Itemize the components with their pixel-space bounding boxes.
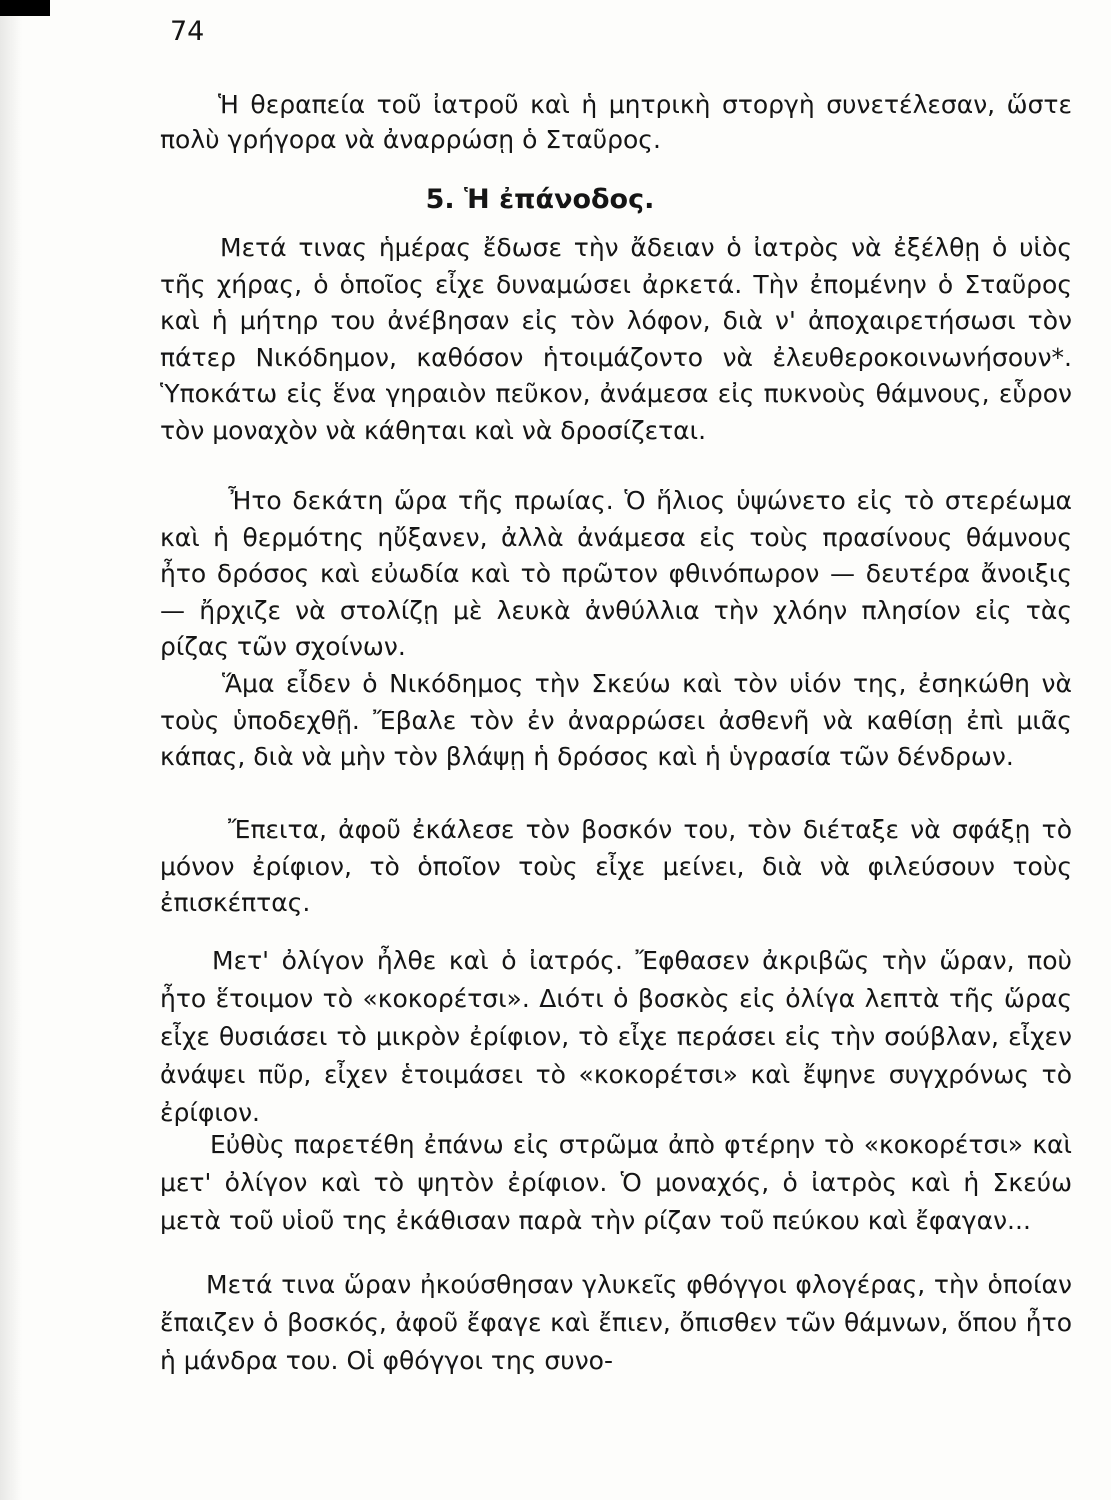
paragraph-5: Ἔπειτα, ἀφοῦ ἐκάλεσε τὸν βοσκόν του, τὸν διέταξε νὰ σφάξῃ τὸ μόνον ἐρίφιον, τὸ ὁποῖον τοὺς εἶχε μείνει, διὰ νὰ φιλεύσουν τοὺς ἐπισκέπτας.: [160, 815, 1072, 917]
paragraph-7: Εὐθὺς παρετέθη ἐπάνω εἰς στρῶμα ἀπὸ φτέρην τὸ «κοκορέτσι» καὶ μετ' ὀλίγον καὶ τὸ ψητὸν ἐρίφιον. Ὁ μοναχός, ὁ ἰατρὸς καὶ ἡ Σκεύω μετὰ τοῦ υἱοῦ της ἐκάθισαν παρὰ τὴν ρίζαν τοῦ πεύκου καὶ ἔφαγαν...: [160, 1130, 1072, 1235]
paragraph-6: Μετ' ὀλίγον ἦλθε καὶ ὁ ἰατρός. Ἔφθασεν ἀκριβῶς τὴν ὥραν, ποὺ ἦτο ἕτοιμον τὸ «κοκορέτσι». Διότι ὁ βοσκὸς εἰς ὀλίγα λεπτὰ τῆς ὥρας εἶχε θυσιάσει τὸ μικρὸν ἐρίφιον, τὸ εἶχε περάσει εἰς τὴν σούβλαν, εἶχεν ἀνάψει πῦρ, εἶχεν ἑτοιμάσει τὸ «κοκορέτσι» καὶ ἔψηνε συγχρόνως τὸ ἐρίφιον.: [160, 946, 1072, 1127]
section-heading: 5. Ἡ ἐπάνοδος.: [425, 184, 655, 215]
page-number: 74: [170, 16, 205, 47]
paragraph-8: Μετά τινα ὥραν ἠκούσθησαν γλυκεῖς φθόγγοι φλογέρας, τὴν ὁποίαν ἔπαιζεν ὁ βοσκός, ἀφοῦ ἔφαγε καὶ ἔπιεν, ὄπισθεν τῶν θάμνων, ὅπου ἦτο ἡ μάνδρα του. Οἱ φθόγγοι της συνο-: [160, 1270, 1072, 1375]
paragraph-4: Ἅμα εἶδεν ὁ Νικόδημος τὴν Σκεύω καὶ τὸν υἱόν της, ἐσηκώθη νὰ τοὺς ὑποδεχθῇ. Ἔβαλε τὸν ἐν ἀναρρώσει ἀσθενῆ νὰ καθίσῃ ἐπὶ μιᾶς κάπας, διὰ νὰ μὴν τὸν βλάψῃ ἡ δρόσος καὶ ἡ ὑγρασία τῶν δένδρων.: [160, 669, 1072, 771]
paragraph-2: Μετά τινας ἡμέρας ἔδωσε τὴν ἄδειαν ὁ ἰατρὸς νὰ ἐξέλθῃ ὁ υἱὸς τῆς χήρας, ὁ ὁποῖος εἶχε δυναμώσει ἀρκετά. Τὴν ἐπομένην ὁ Σταῦρος καὶ ἡ μήτηρ του ἀνέβησαν εἰς τὸν λόφον, διὰ ν' ἀποχαιρετήσωσι τὸν πάτερ Νικόδημον, καθόσον ἡτοιμάζοντο νὰ ἐλευθεροκοινωνήσουν*. Ὑποκάτω εἰς ἕνα γηραιὸν πεῦκον, ἀνάμεσα εἰς πυκνοὺς θάμνους, εὗρον τὸν μοναχὸν νὰ κάθηται καὶ νὰ δροσίζεται.: [160, 233, 1072, 445]
corner-mark: [0, 0, 50, 16]
paragraph-3: Ἦτο δεκάτη ὥρα τῆς πρωίας. Ὁ ἥλιος ὑψώνετο εἰς τὸ στερέωμα καὶ ἡ θερμότης ηὔξανεν, ἀλλὰ ἀνάμεσα εἰς τοὺς πρασίνους θάμνους ἦτο δρόσος καὶ εὐωδία καὶ τὸ πρῶτον φθινόπωρον — δευτέρα ἄνοιξις — ἤρχιζε νὰ στολίζῃ μὲ λευκὰ ἀνθύλλια τὴν χλόην πλησίον εἰς τὰς ρίζας τῶν σχοίνων.: [160, 486, 1072, 661]
page-edge-shadow: [0, 0, 22, 1500]
paragraph-1: Ἡ θεραπεία τοῦ ἰατροῦ καὶ ἡ μητρικὴ στοργὴ συνετέλεσαν, ὥστε πολὺ γρήγορα νὰ ἀναρρώσῃ ὁ Σταῦρος.: [160, 90, 1072, 154]
